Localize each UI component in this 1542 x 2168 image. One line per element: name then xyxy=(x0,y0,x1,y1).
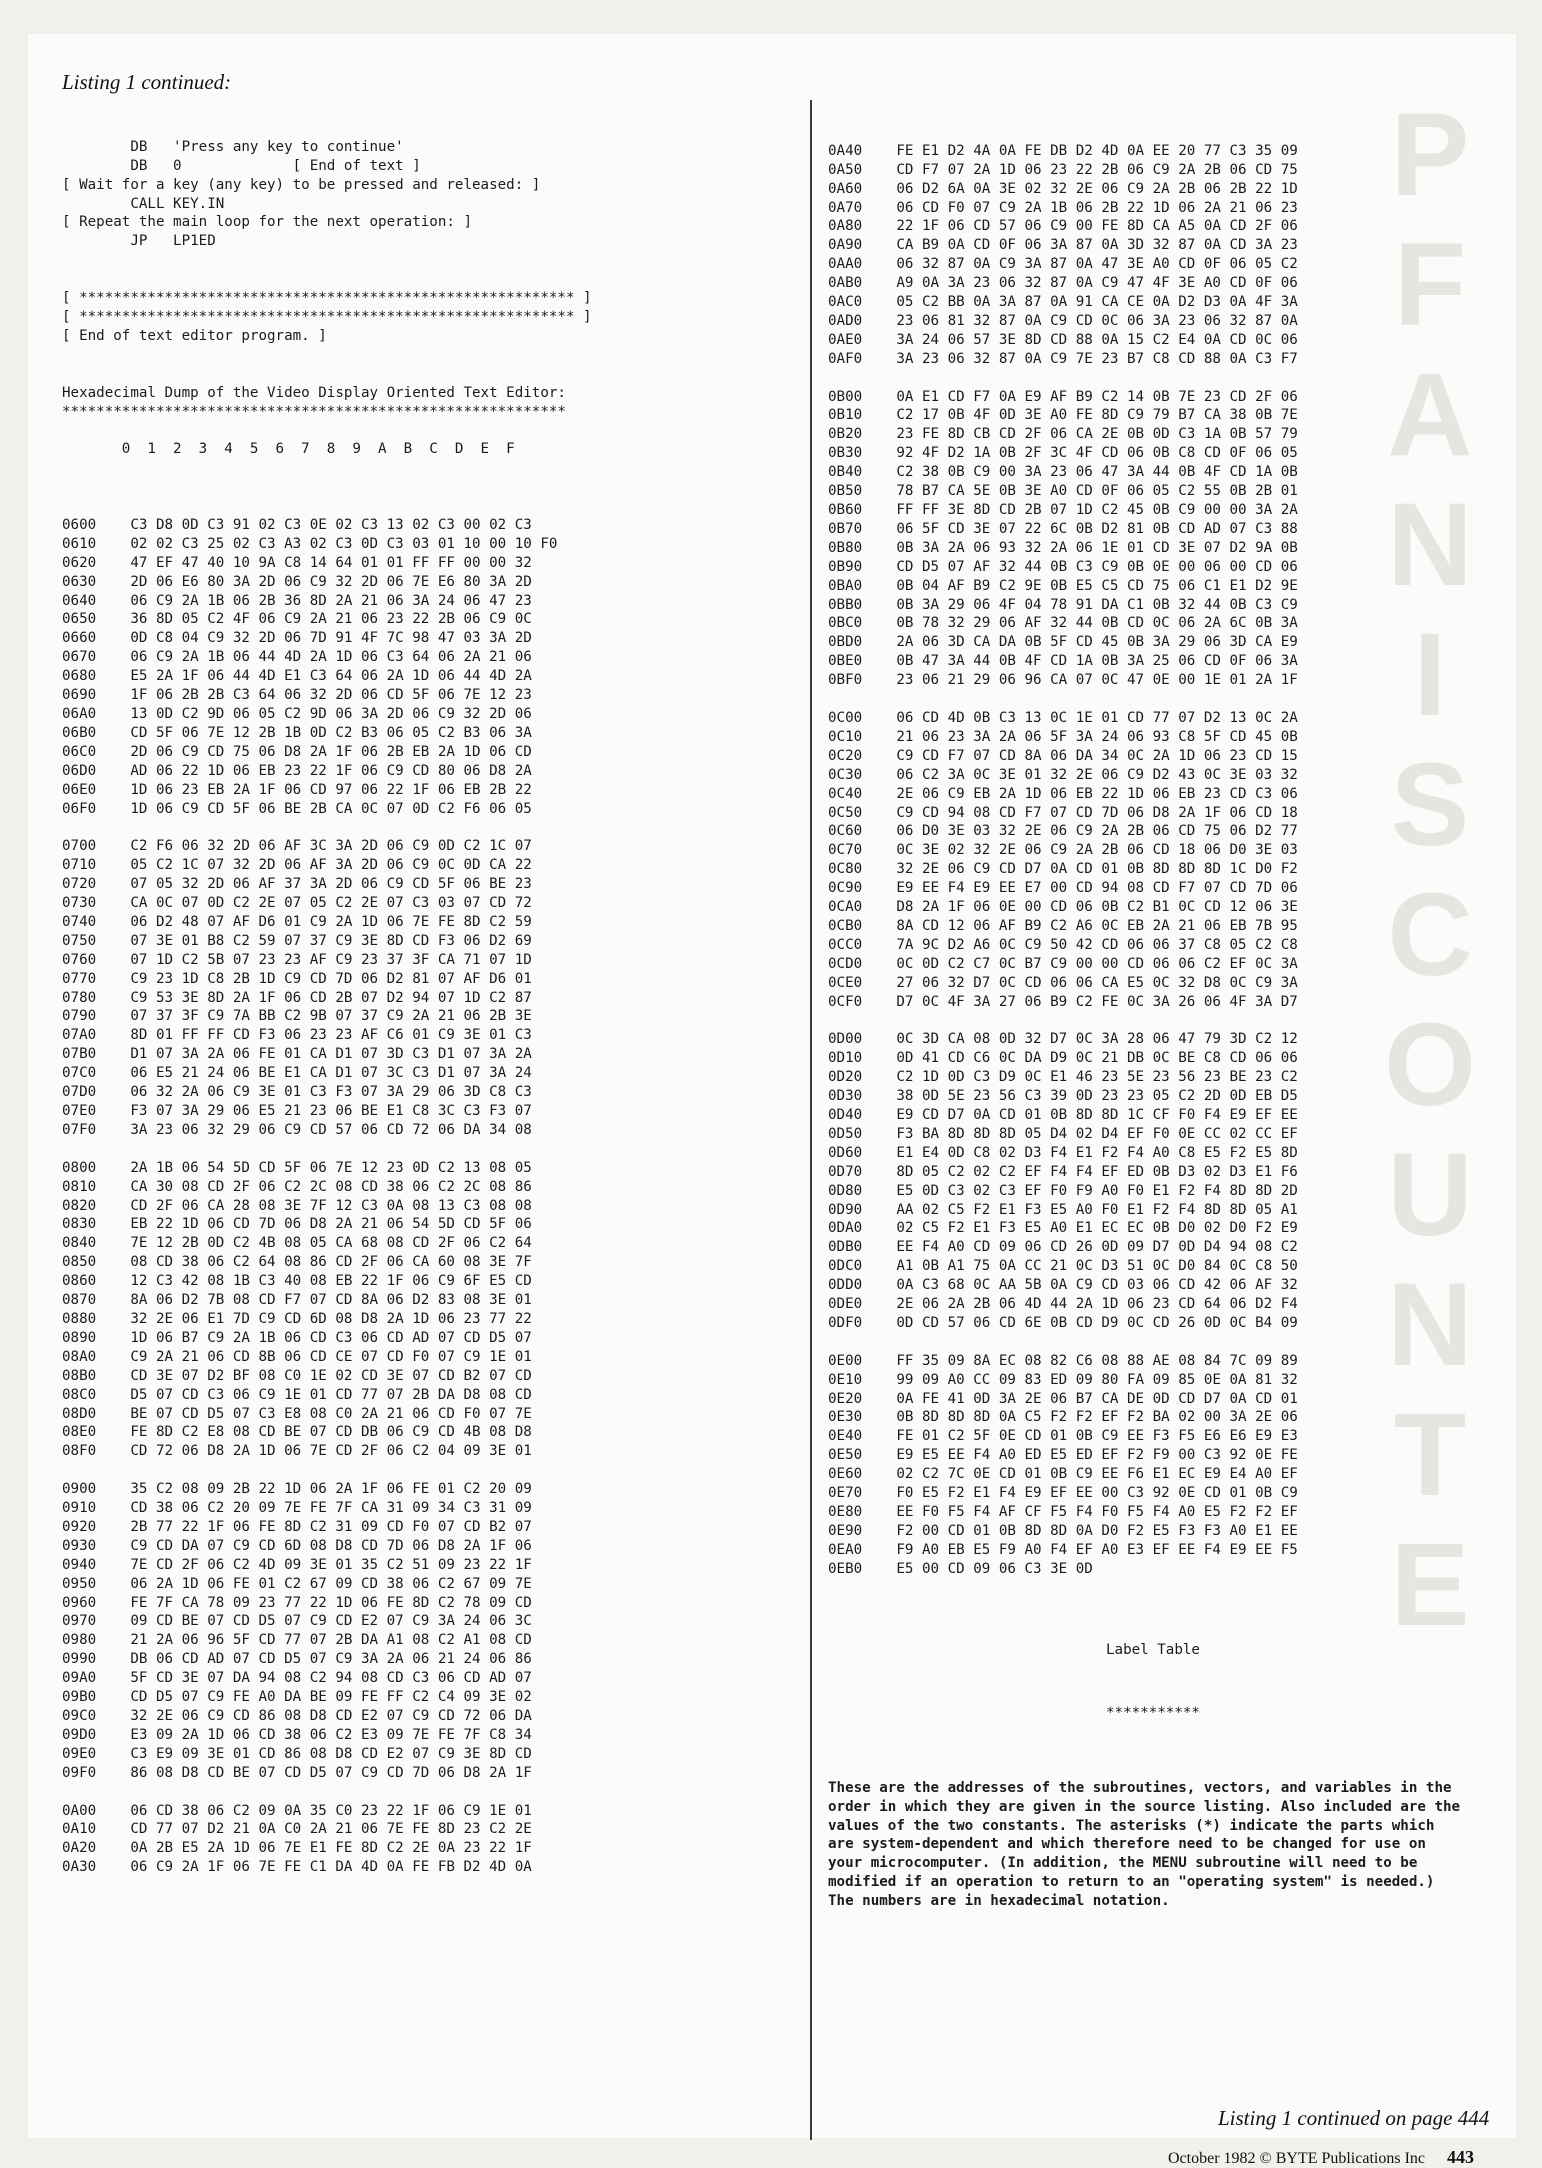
hex-row: 07A0 8D 01 FF FF CD F3 06 23 23 AF C6 01 C9 3E 01 C3 xyxy=(62,1027,532,1044)
hex-block xyxy=(828,1030,1478,1333)
source-line: CALL KEY.IN xyxy=(62,195,225,212)
hex-row: 0C50 C9 CD 94 08 CD F7 07 CD 7D 06 D8 2A 1F 06 CD 18 xyxy=(828,804,1298,821)
page-footer xyxy=(1168,2147,1474,2168)
hex-row: 0790 07 37 3F C9 7A BB C2 9B 07 37 C9 2A 21 06 2B 3E xyxy=(62,1008,532,1025)
hex-row: 06D0 AD 06 22 1D 06 EB 23 22 1F 06 C9 CD 80 06 D8 2A xyxy=(62,762,532,779)
source-line: [ ********************************************************** ] xyxy=(62,290,592,307)
hex-row: 0C00 06 CD 4D 0B C3 13 0C 1E 01 CD 77 07 D2 13 0C 2A xyxy=(828,709,1298,726)
hex-row: 0870 8A 06 D2 7B 08 CD F7 07 CD 8A 06 D2 83 08 3E 01 xyxy=(62,1292,532,1309)
hex-row: 0E80 EE F0 F5 F4 AF CF F5 F4 F0 F5 F4 A0 E5 F2 F2 EF xyxy=(828,1504,1298,1520)
hex-row: 0740 06 D2 48 07 AF D6 01 C9 2A 1D 06 7E FE 8D C2 59 xyxy=(62,913,532,930)
hex-row: 0CC0 7A 9C D2 A6 0C C9 50 42 CD 06 06 37 C8 05 C2 C8 xyxy=(828,936,1298,953)
hex-row: 0E20 0A FE 41 0D 3A 2E 06 B7 CA DE 0D CD D7 0A CD 01 xyxy=(828,1390,1298,1407)
hex-row: 0750 07 3E 01 B8 C2 59 07 37 C9 3E 8D CD F3 06 D2 69 xyxy=(62,932,532,949)
hex-row: 0640 06 C9 2A 1B 06 2B 36 8D 2A 21 06 3A 24 06 47 23 xyxy=(62,592,532,609)
hex-row: 0D50 F3 BA 8D 8D 8D 05 D4 02 D4 EF F0 0E CC 02 CC EF xyxy=(828,1125,1298,1142)
source-line: JP LP1ED xyxy=(62,233,216,250)
hex-row: 0DF0 0D CD 57 06 CD 6E 0B CD D9 0C CD 26 0D 0C B4 09 xyxy=(828,1314,1298,1331)
continued-note: Listing 1 continued on page 444 xyxy=(1218,2106,1490,2130)
footer-credit: October 1982 © BYTE Publications Inc xyxy=(1168,2150,1425,2167)
hex-row: 08A0 C9 2A 21 06 CD 8B 06 CD CE 07 CD F0 07 C9 1E 01 xyxy=(62,1348,532,1365)
hex-row: 0850 08 CD 38 06 C2 64 08 86 CD 2F 06 CA 60 08 3E 7F xyxy=(62,1254,532,1271)
label-table-description: These are the addresses of the subroutines, vectors, and variables in the order in which they are given in the source listing. Also included are the values of the two constants. The asterisks (*) indicate the parts which are system-dependent and which therefore need to be changed for use on your microcomputer. (In addition, the MENU subroutine will need to be modified if an operation to return to an "operating system" is needed.) The numbers are in hexadecimal notation. xyxy=(828,1779,1461,1910)
hex-row: 0B80 0B 3A 2A 06 93 32 2A 06 1E 01 CD 3E 07 D2 9A 0B xyxy=(828,539,1298,556)
hex-row: 0800 2A 1B 06 54 5D CD 5F 06 7E 12 23 0D C2 13 08 05 xyxy=(62,1159,532,1176)
hex-block xyxy=(62,1159,802,1462)
hex-block xyxy=(62,516,802,819)
hex-row: 07F0 3A 23 06 32 29 06 C9 CD 57 06 CD 72 06 DA 34 08 xyxy=(62,1121,532,1138)
hex-row: 0B60 FF FF 3E 8D CD 2B 07 1D C2 45 0B C9 00 00 3A 2A xyxy=(828,502,1298,519)
source-line xyxy=(62,270,802,289)
hex-row: 0B40 C2 38 0B C9 00 3A 23 06 47 3A 44 0B 4F CD 1A 0B xyxy=(828,464,1298,481)
hex-row: 09E0 C3 E9 09 3E 01 CD 86 08 D8 CD E2 07 C9 3E 8D CD xyxy=(62,1745,532,1762)
hex-row: 08B0 CD 3E 07 D2 BF 08 C0 1E 02 CD 3E 07 CD B2 07 CD xyxy=(62,1367,532,1384)
ghost-letter: S xyxy=(1390,739,1470,871)
label-table-underline: *********** xyxy=(1106,1705,1200,1722)
hex-row: 0730 CA 0C 07 0D C2 2E 07 05 C2 2E 07 C3 03 07 CD 72 xyxy=(62,895,532,912)
spacer xyxy=(62,459,802,478)
hex-row: 06F0 1D 06 C9 CD 5F 06 BE 2B CA 0C 07 0D C2 F6 06 05 xyxy=(62,800,532,817)
hex-row: 0AD0 23 06 81 32 87 0A C9 CD 0C 06 3A 23 06 32 87 0A xyxy=(828,312,1298,329)
hex-row: 0CE0 27 06 32 D7 0C CD 06 06 CA E5 0C 32 D8 0C C9 3A xyxy=(828,974,1298,991)
hex-row: 0C70 0C 3E 02 32 2E 06 C9 2A 2B 06 CD 18 06 D0 3E 03 xyxy=(828,842,1298,859)
hex-row: 0A60 06 D2 6A 0A 3E 02 32 2E 06 C9 2A 2B 06 2B 22 1D xyxy=(828,180,1298,197)
hex-row: 07E0 F3 07 3A 29 06 E5 21 23 06 BE E1 C8 3C C3 F3 07 xyxy=(62,1103,532,1120)
hex-row: 0970 09 CD BE 07 CD D5 07 C9 CD E2 07 C9 3A 24 06 3C xyxy=(62,1613,532,1630)
ghost-letter: N xyxy=(1387,479,1473,611)
left-column xyxy=(62,100,802,1934)
hex-row: 0AF0 3A 23 06 32 87 0A C9 7E 23 B7 C8 CD 88 0A C3 F7 xyxy=(828,350,1298,367)
hex-block xyxy=(828,1352,1478,1579)
hex-row: 0DE0 2E 06 2A 2B 06 4D 44 2A 1D 06 23 CD 64 06 D2 F4 xyxy=(828,1296,1298,1313)
hex-row: 09F0 86 08 D8 CD BE 07 CD D5 07 C9 CD 7D 06 D8 2A 1F xyxy=(62,1764,532,1781)
source-line xyxy=(62,365,802,384)
hex-block xyxy=(62,837,802,1140)
hex-row: 0930 C9 CD DA 07 C9 CD 6D 08 D8 CD 7D 06 D8 2A 1F 06 xyxy=(62,1537,532,1554)
hex-row: 0780 C9 53 3E 8D 2A 1F 06 CD 2B 07 D2 94 07 1D C2 87 xyxy=(62,989,532,1006)
hex-row: 0BB0 0B 3A 29 06 4F 04 78 91 DA C1 0B 32 44 0B C3 C9 xyxy=(828,596,1298,613)
source-line xyxy=(62,251,802,270)
hex-row: 0CB0 8A CD 12 06 AF B9 C2 A6 0C EB 2A 21 06 EB 7B 95 xyxy=(828,917,1298,934)
hex-row: 0AA0 06 32 87 0A C9 3A 87 0A 47 3E A0 CD 0F 06 05 C2 xyxy=(828,256,1298,273)
hex-block xyxy=(62,1480,802,1783)
hex-row: 0A50 CD F7 07 2A 1D 06 23 22 2B 06 C9 2A 2B 06 CD 75 xyxy=(828,161,1298,178)
hex-row: 0E90 F2 00 CD 01 0B 8D 8D 0A D0 F2 E5 F3 F3 A0 E1 EE xyxy=(828,1522,1298,1539)
source-line: [ ********************************************************** ] xyxy=(62,308,592,325)
hex-row: 0C90 E9 EE F4 E9 EE E7 00 CD 94 08 CD F7 07 CD 7D 06 xyxy=(828,880,1298,897)
hex-row: 0A10 CD 77 07 D2 21 0A C0 2A 21 06 7E FE 8D 23 C2 2E xyxy=(62,1821,532,1838)
hex-row: 0650 36 8D 05 C2 4F 06 C9 2A 21 06 23 22 2B 06 C9 0C xyxy=(62,611,532,628)
hex-row: 09B0 CD D5 07 C9 FE A0 DA BE 09 FE FF C2 C4 09 3E 02 xyxy=(62,1689,532,1706)
hex-row: 0DC0 A1 0B A1 75 0A CC 21 0C D3 51 0C D0 84 0C C8 50 xyxy=(828,1258,1298,1275)
ghost-letter: C xyxy=(1387,869,1473,1001)
label-table-title: Label Table xyxy=(1106,1642,1200,1659)
hex-dump-left xyxy=(62,516,802,1877)
hex-row: 0BC0 0B 78 32 29 06 AF 32 44 0B CD 0C 06 2A 6C 0B 3A xyxy=(828,615,1298,632)
hex-row: 0C60 06 D0 3E 03 32 2E 06 C9 2A 2B 06 CD 75 06 D2 77 xyxy=(828,823,1298,840)
hex-row: 0C40 2E 06 C9 EB 2A 1D 06 EB 22 1D 06 EB 23 CD C3 06 xyxy=(828,785,1298,802)
listing-heading: Listing 1 continued: xyxy=(62,70,232,94)
hex-row: 0620 47 EF 47 40 10 9A C8 14 64 01 01 FF FF 00 00 32 xyxy=(62,554,532,571)
hex-row: 06B0 CD 5F 06 7E 12 2B 1B 0D C2 B3 06 05 C2 B3 06 3A xyxy=(62,724,532,741)
source-line: [ End of text editor program. ] xyxy=(62,327,327,344)
hex-row: 0B70 06 5F CD 3E 07 22 6C 0B D2 81 0B CD AD 07 C3 88 xyxy=(828,520,1298,537)
ghost-letter: N xyxy=(1387,1259,1473,1391)
right-column xyxy=(828,104,1478,1949)
hex-row: 0D10 0D 41 CD C6 0C DA D9 0C 21 DB 0C BE C8 CD 06 06 xyxy=(828,1050,1298,1067)
source-line: 0 1 2 3 4 5 6 7 8 9 A B C D E F xyxy=(62,441,515,458)
column-divider xyxy=(810,100,812,2140)
hex-row: 0E30 0B 8D 8D 8D 0A C5 F2 F2 EF F2 BA 02 00 3A 2E 06 xyxy=(828,1409,1298,1426)
hex-row: 0C80 32 2E 06 C9 CD D7 0A CD 01 0B 8D 8D 8D 1C D0 F2 xyxy=(828,861,1298,878)
hex-row: 0890 1D 06 B7 C9 2A 1B 06 CD C3 06 CD AD 07 CD D5 07 xyxy=(62,1329,532,1346)
hex-row: 06C0 2D 06 C9 CD 75 06 D8 2A 1F 06 2B EB 2A 1D 06 CD xyxy=(62,743,532,760)
hex-dump-right xyxy=(828,142,1478,1579)
source-line xyxy=(62,421,802,440)
hex-row: 0CF0 D7 0C 4F 3A 27 06 B9 C2 FE 0C 3A 26 06 4F 3A D7 xyxy=(828,993,1298,1010)
hex-row: 0E40 FE 01 C2 5F 0E CD 01 0B C9 EE F3 F5 E6 E6 E9 E3 xyxy=(828,1428,1298,1445)
ghost-letter: O xyxy=(1384,999,1476,1131)
page-number: 443 xyxy=(1447,2147,1474,2167)
hex-row: 0710 05 C2 1C 07 32 2D 06 AF 3A 2D 06 C9 0C 0D CA 22 xyxy=(62,857,532,874)
hex-row: 08F0 CD 72 06 D8 2A 1D 06 7E CD 2F 06 C2 04 09 3E 01 xyxy=(62,1443,532,1460)
hex-row: 0B30 92 4F D2 1A 0B 2F 3C 4F CD 06 0B C8 CD 0F 06 05 xyxy=(828,445,1298,462)
hex-row: 09D0 E3 09 2A 1D 06 CD 38 06 C2 E3 09 7E FE 7F C8 34 xyxy=(62,1726,532,1743)
hex-row: 0A70 06 CD F0 07 C9 2A 1B 06 2B 22 1D 06 2A 21 06 23 xyxy=(828,199,1298,216)
hex-row: 0820 CD 2F 06 CA 28 08 3E 7F 12 C3 0A 08 13 C3 08 08 xyxy=(62,1197,532,1214)
hex-row: 0810 CA 30 08 CD 2F 06 C2 2C 08 CD 38 06 C2 2C 08 86 xyxy=(62,1178,532,1195)
hex-row: 0BA0 0B 04 AF B9 C2 9E 0B E5 C5 CD 75 06 C1 E1 D2 9E xyxy=(828,577,1298,594)
hex-row: 08E0 FE 8D C2 E8 08 CD BE 07 CD DB 06 C9 CD 4B 08 D8 xyxy=(62,1424,532,1441)
hex-row: 0E60 02 C2 7C 0E CD 01 0B C9 EE F6 E1 EC E9 E4 A0 EF xyxy=(828,1466,1298,1483)
hex-row: 0D00 0C 3D CA 08 0D 32 D7 0C 3A 28 06 47 79 3D C2 12 xyxy=(828,1031,1298,1048)
hex-row: 0D80 E5 0D C3 02 C3 EF F0 F9 A0 F0 E1 F2 F4 8D 8D 2D xyxy=(828,1182,1298,1199)
page xyxy=(28,34,1516,2167)
hex-row: 0B00 0A E1 CD F7 0A E9 AF B9 C2 14 0B 7E 23 CD 2F 06 xyxy=(828,388,1298,405)
hex-row: 0D40 E9 CD D7 0A CD 01 0B 8D 8D 1C CF F0 F4 E9 EF EE xyxy=(828,1106,1298,1123)
source-line xyxy=(62,346,802,365)
hex-row: 0C30 06 C2 3A 0C 3E 01 32 2E 06 C9 D2 43 0C 3E 03 32 xyxy=(828,766,1298,783)
hex-row: 0680 E5 2A 1F 06 44 4D E1 C3 64 06 2A 1D 06 44 4D 2A xyxy=(62,668,532,685)
hex-row: 0BF0 23 06 21 29 06 96 CA 07 0C 47 0E 00 1E 01 2A 1F xyxy=(828,672,1298,689)
hex-row: 0B90 CD D5 07 AF 32 44 0B C3 C9 0B 0E 00 06 00 CD 06 xyxy=(828,558,1298,575)
hex-block xyxy=(828,709,1478,1012)
hex-row: 09C0 32 2E 06 C9 CD 86 08 D8 CD E2 07 C9 CD 72 06 DA xyxy=(62,1707,532,1724)
hex-row: 0B20 23 FE 8D CB CD 2F 06 CA 2E 0B 0D C3 1A 0B 57 79 xyxy=(828,426,1298,443)
hex-row: 09A0 5F CD 3E 07 DA 94 08 C2 94 08 CD C3 06 CD AD 07 xyxy=(62,1670,532,1687)
ghost-letter: T xyxy=(1393,1389,1467,1521)
hex-row: 08C0 D5 07 CD C3 06 C9 1E 01 CD 77 07 2B DA D8 08 CD xyxy=(62,1386,532,1403)
hex-row: 0DA0 02 C5 F2 E1 F3 E5 A0 E1 EC EC 0B D0 02 D0 F2 E9 xyxy=(828,1220,1298,1237)
hex-row: 08D0 BE 07 CD D5 07 C3 E8 08 C0 2A 21 06 CD F0 07 7E xyxy=(62,1405,532,1422)
hex-row: 0960 FE 7F CA 78 09 23 77 22 1D 06 FE 8D C2 78 09 CD xyxy=(62,1594,532,1611)
hex-row: 0920 2B 77 22 1F 06 FE 8D C2 31 09 CD F0 07 CD B2 07 xyxy=(62,1518,532,1535)
hex-row: 0A00 06 CD 38 06 C2 09 0A 35 C0 23 22 1F 06 C9 1E 01 xyxy=(62,1802,532,1819)
source-line: DB 0 [ End of text ] xyxy=(62,157,421,174)
hex-block xyxy=(828,142,1478,369)
hex-row: 07C0 06 E5 21 24 06 BE E1 CA D1 07 3C C3 D1 07 3A 24 xyxy=(62,1065,532,1082)
source-line: [ Repeat the main loop for the next operation: ] xyxy=(62,214,472,231)
hex-row: 0E00 FF 35 09 8A EC 08 82 C6 08 88 AE 08 84 7C 09 89 xyxy=(828,1352,1298,1369)
hex-row: 0980 21 2A 06 96 5F CD 77 07 2B DA A1 08 C2 A1 08 CD xyxy=(62,1632,532,1649)
hex-row: 0CA0 D8 2A 1F 06 0E 00 CD 06 0B C2 B1 0C CD 12 06 3E xyxy=(828,899,1298,916)
hex-row: 0B50 78 B7 CA 5E 0B 3E A0 CD 0F 06 05 C2 55 0B 2B 01 xyxy=(828,483,1298,500)
hex-row: 0900 35 C2 08 09 2B 22 1D 06 2A 1F 06 FE 01 C2 20 09 xyxy=(62,1481,532,1498)
hex-row: 0A80 22 1F 06 CD 57 06 C9 00 FE 8D CA A5 0A CD 2F 06 xyxy=(828,218,1298,235)
hex-block xyxy=(62,1802,802,1878)
hex-row: 0E70 F0 E5 F2 E1 F4 E9 EF EE 00 C3 92 0E CD 01 0B C9 xyxy=(828,1485,1298,1502)
hex-block xyxy=(828,388,1478,691)
source-line: [ Wait for a key (any key) to be pressed and released: ] xyxy=(62,176,541,193)
hex-row: 06E0 1D 06 23 EB 2A 1F 06 CD 97 06 22 1F 06 EB 2B 22 xyxy=(62,781,532,798)
hex-row: 0D90 AA 02 C5 F2 E1 F3 E5 A0 F0 E1 F2 F4 8D 8D 05 A1 xyxy=(828,1201,1298,1218)
ghost-letter: U xyxy=(1387,1129,1473,1261)
hex-row: 0760 07 1D C2 5B 07 23 23 AF C9 23 37 3F CA 71 07 1D xyxy=(62,951,532,968)
ghost-letter: I xyxy=(1413,609,1447,741)
ghost-letter: E xyxy=(1390,1519,1470,1651)
hex-row: 06A0 13 0D C2 9D 06 05 C2 9D 06 3A 2D 06 C9 32 2D 06 xyxy=(62,706,532,722)
hex-row: 0670 06 C9 2A 1B 06 44 4D 2A 1D 06 C3 64 06 2A 21 06 xyxy=(62,649,532,666)
hex-row: 0860 12 C3 42 08 1B C3 40 08 EB 22 1F 06 C9 6F E5 CD xyxy=(62,1273,532,1290)
hex-row: 0D20 C2 1D 0D C3 D9 0C E1 46 23 5E 23 56 23 BE 23 C2 xyxy=(828,1069,1298,1086)
hex-row: 0630 2D 06 E6 80 3A 2D 06 C9 32 2D 06 7E E6 80 3A 2D xyxy=(62,573,532,590)
hex-row: 0840 7E 12 2B 0D C2 4B 08 05 CA 68 08 CD 2F 06 C2 64 xyxy=(62,1235,532,1252)
hex-row: 0700 C2 F6 06 32 2D 06 AF 3C 3A 2D 06 C9 0D C2 1C 07 xyxy=(62,838,532,855)
source-line: *********************************************************** xyxy=(62,403,566,420)
hex-row: 0990 DB 06 CD AD 07 CD D5 07 C9 3A 2A 06 21 24 06 86 xyxy=(62,1651,532,1668)
hex-row: 0950 06 2A 1D 06 FE 01 C2 67 09 CD 38 06 C2 67 09 7E xyxy=(62,1575,532,1592)
hex-row: 0DD0 0A C3 68 0C AA 5B 0A C9 CD 03 06 CD 42 06 AF 32 xyxy=(828,1277,1298,1294)
hex-row: 0E50 E9 E5 EE F4 A0 ED E5 ED EF F2 F9 00 C3 92 0E FE xyxy=(828,1447,1298,1464)
hex-row: 0B10 C2 17 0B 4F 0D 3E A0 FE 8D C9 79 B7 CA 38 0B 7E xyxy=(828,407,1298,424)
hex-row: 0D30 38 0D 5E 23 56 C3 39 0D 23 23 05 C2 2D 0D EB D5 xyxy=(828,1088,1298,1105)
hex-row: 0A90 CA B9 0A CD 0F 06 3A 87 0A 3D 32 87 0A CD 3A 23 xyxy=(828,237,1298,254)
hex-row: 0CD0 0C 0D C2 C7 0C B7 C9 00 00 CD 06 06 C2 EF 0C 3A xyxy=(828,955,1298,972)
hex-row: 0EB0 E5 00 CD 09 06 C3 3E 0D xyxy=(828,1560,1093,1577)
hex-row: 0A30 06 C9 2A 1F 06 7E FE C1 DA 4D 0A FE FB D2 4D 0A xyxy=(62,1859,532,1876)
hex-row: 0830 EB 22 1D 06 CD 7D 06 D8 2A 21 06 54 5D CD 5F 06 xyxy=(62,1216,532,1233)
ghost-letter: A xyxy=(1387,349,1473,481)
hex-row: 0C20 C9 CD F7 07 CD 8A 06 DA 34 0C 2A 1D 06 23 CD 15 xyxy=(828,747,1298,764)
hex-row: 0AC0 05 C2 BB 0A 3A 87 0A 91 CA CE 0A D2 D3 0A 4F 3A xyxy=(828,294,1298,311)
hex-row: 0660 0D C8 04 C9 32 2D 06 7D 91 4F 7C 98 47 03 3A 2D xyxy=(62,630,532,647)
hex-row: 0DB0 EE F4 A0 CD 09 06 CD 26 0D 09 D7 0D D4 94 08 C2 xyxy=(828,1239,1298,1256)
ghost-letter: F xyxy=(1393,219,1467,351)
hex-row: 0E10 99 09 A0 CC 09 83 ED 09 80 FA 09 85 0E 0A 81 32 xyxy=(828,1371,1298,1388)
hex-row: 0720 07 05 32 2D 06 AF 37 3A 2D 06 C9 CD 5F 06 BE 23 xyxy=(62,876,532,893)
hex-row: 0D60 E1 E4 0D C8 02 D3 F4 E1 F2 F4 A0 C8 E5 F2 E5 8D xyxy=(828,1144,1298,1161)
ghost-letter: P xyxy=(1390,89,1470,221)
hex-row: 0880 32 2E 06 E1 7D C9 CD 6D 08 D8 2A 1D 06 23 77 22 xyxy=(62,1310,532,1327)
hex-row: 0BD0 2A 06 3D CA DA 0B 5F CD 45 0B 3A 29 06 3D CA E9 xyxy=(828,634,1298,651)
hex-row: 0EA0 F9 A0 EB E5 F9 A0 F4 EF A0 E3 EF EE F4 E9 EE F5 xyxy=(828,1541,1298,1558)
hex-row: 0A40 FE E1 D2 4A 0A FE DB D2 4D 0A EE 20 77 C3 35 09 xyxy=(828,142,1298,159)
hex-row: 0A20 0A 2B E5 2A 1D 06 7E E1 FE 8D C2 2E 0A 23 22 1F xyxy=(62,1840,532,1857)
hex-row: 0940 7E CD 2F 06 C2 4D 09 3E 01 35 C2 51 09 23 22 1F xyxy=(62,1556,532,1573)
hex-row: 0690 1F 06 2B 2B C3 64 06 32 2D 06 CD 5F 06 7E 12 23 xyxy=(62,687,532,704)
hex-row: 0610 02 02 C3 25 02 C3 A3 02 C3 0D C3 03 01 10 00 10 F0 xyxy=(62,535,558,552)
hex-row: 0770 C9 23 1D C8 2B 1D C9 CD 7D 06 D2 81 07 AF D6 01 xyxy=(62,970,532,987)
source-line: Hexadecimal Dump of the Video Display Oriented Text Editor: xyxy=(62,384,566,401)
hex-row: 0AB0 A9 0A 3A 23 06 32 87 0A C9 47 4F 3E A0 CD 0F 06 xyxy=(828,275,1298,292)
hex-row: 0D70 8D 05 C2 02 C2 EF F4 F4 EF ED 0B D3 02 D3 E1 F6 xyxy=(828,1163,1298,1180)
hex-row: 0910 CD 38 06 C2 20 09 7E FE 7F CA 31 09 34 C3 31 09 xyxy=(62,1500,532,1517)
hex-row: 0AE0 3A 24 06 57 3E 8D CD 88 0A 15 C2 E4 0A CD 0C 06 xyxy=(828,331,1298,348)
hex-row: 0BE0 0B 47 3A 44 0B 4F CD 1A 0B 3A 25 06 CD 0F 06 3A xyxy=(828,653,1298,670)
hex-row: 0600 C3 D8 0D C3 91 02 C3 0E 02 C3 13 02 C3 00 02 C3 xyxy=(62,516,532,533)
source-line: DB 'Press any key to continue' xyxy=(62,138,404,155)
hex-row: 07D0 06 32 2A 06 C9 3E 01 C3 F3 07 3A 29 06 3D C8 C3 xyxy=(62,1084,532,1101)
hex-row: 07B0 D1 07 3A 2A 06 FE 01 CA D1 07 3D C3 D1 07 3A 2A xyxy=(62,1046,532,1063)
hex-row: 0C10 21 06 23 3A 2A 06 5F 3A 24 06 93 C8 5F CD 45 0B xyxy=(828,728,1298,745)
source-listing xyxy=(62,138,802,478)
